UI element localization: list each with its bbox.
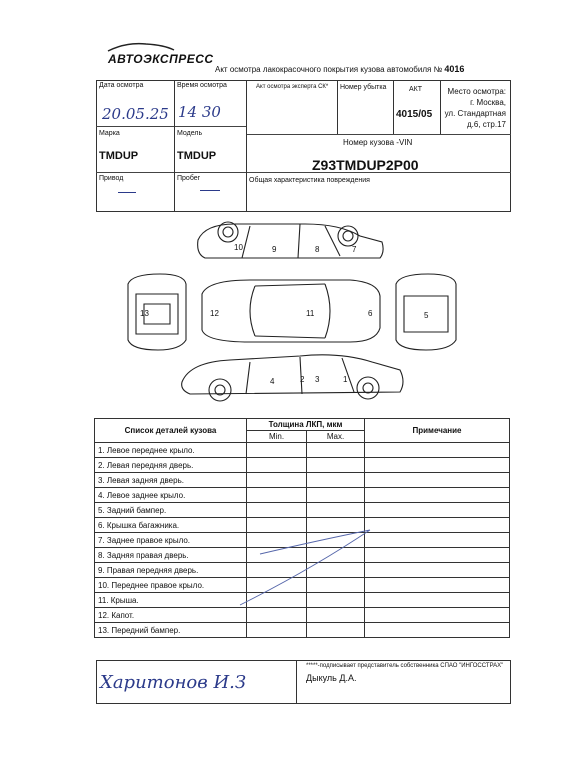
min-cell[interactable] xyxy=(247,443,307,458)
diagram-number: 4 xyxy=(270,377,275,386)
diagram-number: 5 xyxy=(424,311,429,320)
expert-label: Акт осмотра эксперта СК* xyxy=(256,84,329,90)
part-name: 1. Левое переднее крыло. xyxy=(95,443,247,458)
table-header-row xyxy=(95,419,510,431)
drive-label: Привод xyxy=(99,175,124,182)
model-value: TMDUP xyxy=(177,150,217,162)
diagram-number: 12 xyxy=(210,309,219,318)
diagram-number: 9 xyxy=(272,245,277,254)
part-name: 4. Левое заднее крыло. xyxy=(95,488,247,503)
row-divider xyxy=(96,126,246,127)
date-label: Дата осмотра xyxy=(99,82,144,89)
part-name: 13. Передний бампер. xyxy=(95,623,247,638)
diagram-number: 8 xyxy=(315,245,320,254)
car-front-view xyxy=(128,274,186,350)
company-logo xyxy=(108,52,214,66)
part-name: 3. Левая задняя дверь. xyxy=(95,473,247,488)
col-max-header: Max. xyxy=(307,431,365,443)
diagram-number: 3 xyxy=(315,375,320,384)
vin-label: Номер кузова -VIN xyxy=(343,138,413,147)
footer-divider xyxy=(296,660,297,704)
diagram-number: 13 xyxy=(140,309,149,318)
act-value: 4015/05 xyxy=(396,109,433,120)
note-cell[interactable] xyxy=(365,458,510,473)
damage-label: Общая характеристика повреждения xyxy=(249,177,370,184)
min-cell[interactable] xyxy=(247,623,307,638)
date-value: 20.05.25 xyxy=(102,105,169,123)
part-name: 8. Задняя правая дверь. xyxy=(95,548,247,563)
place-label: Место осмотра: xyxy=(447,87,506,96)
col-divider xyxy=(337,80,338,134)
place-line: д.6, стр.17 xyxy=(466,120,506,129)
diagram-number: 2 xyxy=(300,375,305,384)
col-parts-header: Список деталей кузова xyxy=(95,419,247,443)
part-name: 11. Крыша. xyxy=(95,593,247,608)
time-value: 14 30 xyxy=(178,103,221,121)
note-cell[interactable] xyxy=(365,443,510,458)
col-min-header: Min. xyxy=(247,431,307,443)
note-cell[interactable] xyxy=(365,623,510,638)
col-divider xyxy=(440,80,441,134)
table-row xyxy=(95,473,510,488)
car-diagram xyxy=(110,212,470,412)
col-divider xyxy=(174,80,175,212)
diagram-number: 7 xyxy=(352,245,357,254)
brand-label: Марка xyxy=(99,130,120,137)
diagram-number: 10 xyxy=(234,243,243,252)
col-divider xyxy=(246,80,247,212)
row-divider xyxy=(246,134,511,135)
min-cell[interactable] xyxy=(247,488,307,503)
part-name: 6. Крышка багажника. xyxy=(95,518,247,533)
part-name: 12. Капот. xyxy=(95,608,247,623)
act-label: АКТ xyxy=(409,86,423,93)
footer-note: *****-подписывает представитель собственника СПАО "ИНГОССТРАХ" xyxy=(306,663,504,669)
table-row xyxy=(95,623,510,638)
brand-value: TMDUP xyxy=(99,150,139,162)
max-cell[interactable] xyxy=(307,623,365,638)
document-title xyxy=(215,64,464,74)
diagram-number: 6 xyxy=(368,309,373,318)
min-cell[interactable] xyxy=(247,458,307,473)
vin-value: Z93TMDUP2P00 xyxy=(312,157,419,173)
loss-label: Номер убытка xyxy=(340,84,387,91)
col-thickness-header: Толщина ЛКП, мкм xyxy=(247,419,365,431)
table-row xyxy=(95,458,510,473)
max-cell[interactable] xyxy=(307,443,365,458)
note-cell[interactable] xyxy=(365,488,510,503)
part-name: 7. Заднее правое крыло. xyxy=(95,533,247,548)
row-divider xyxy=(96,172,511,173)
mileage-label: Пробег xyxy=(177,175,201,182)
model-label: Модель xyxy=(177,130,203,137)
table-row xyxy=(95,488,510,503)
diagram-number: 11 xyxy=(306,309,315,318)
min-cell[interactable] xyxy=(247,473,307,488)
signature: Харитонов И.З xyxy=(100,672,247,693)
place-line: ул. Стандартная xyxy=(444,109,506,118)
mileage-dash xyxy=(200,190,220,191)
part-name: 5. Задний бампер. xyxy=(95,503,247,518)
logo-text: АВТОЭКСПРЕСС xyxy=(108,52,214,66)
place-line: г. Москва, xyxy=(470,98,506,107)
part-name: 2. Левая передняя дверь. xyxy=(95,458,247,473)
note-cell[interactable] xyxy=(365,473,510,488)
representative-name: Дыкуль Д.А. xyxy=(306,673,357,683)
drive-dash xyxy=(118,192,136,193)
place-block xyxy=(444,86,506,130)
act-number: 4016 xyxy=(444,64,465,74)
strikethrough-mark xyxy=(230,510,410,610)
car-left-side-view xyxy=(182,355,403,401)
part-name: 10. Переднее правое крыло. xyxy=(95,578,247,593)
logo-swoosh-icon xyxy=(106,42,176,52)
title-text: Акт осмотра лакокрасочного покрытия кузова автомобиля № xyxy=(215,65,443,74)
max-cell[interactable] xyxy=(307,488,365,503)
table-row xyxy=(95,443,510,458)
time-label: Время осмотра xyxy=(177,82,227,89)
col-divider xyxy=(393,80,394,134)
car-top-view xyxy=(202,280,380,342)
max-cell[interactable] xyxy=(307,458,365,473)
max-cell[interactable] xyxy=(307,473,365,488)
part-name: 9. Правая передняя дверь. xyxy=(95,563,247,578)
diagram-number: 1 xyxy=(343,375,348,384)
col-note-header: Примечание xyxy=(365,419,510,443)
